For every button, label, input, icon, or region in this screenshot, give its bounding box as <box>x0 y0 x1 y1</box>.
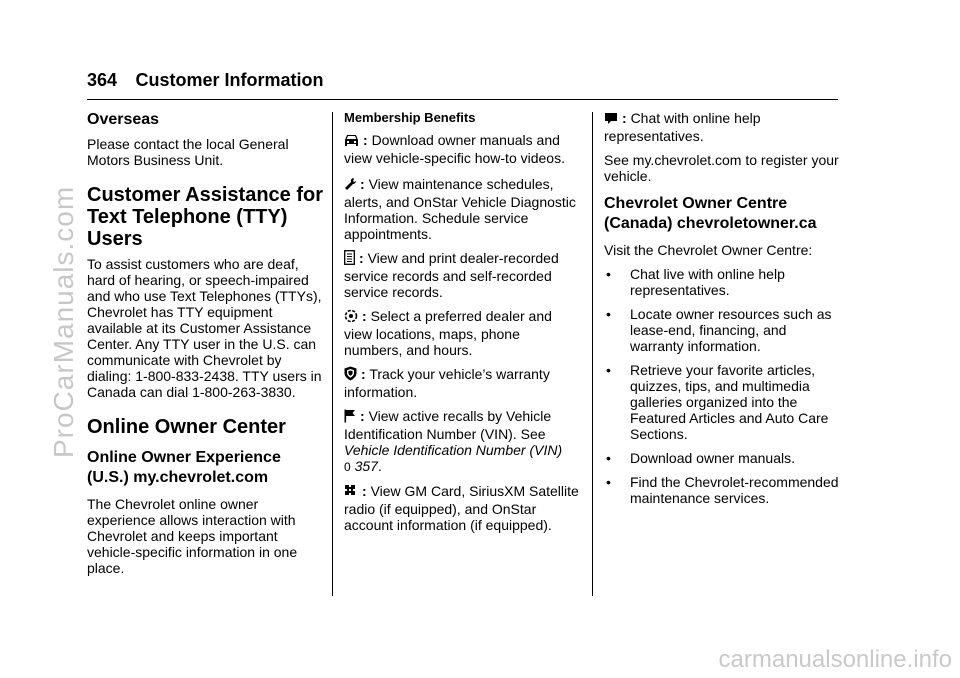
benefit-item-maintenance <box>344 176 580 242</box>
list-item: • Locate owner resources such as lease-end, financing, and warranty information. <box>606 306 832 354</box>
overseas-heading: Overseas <box>87 111 160 128</box>
vin-reference-link[interactable]: Vehicle Identification Number (VIN) <box>344 442 563 458</box>
page-title: Customer Information <box>135 70 324 90</box>
page-header <box>87 70 838 100</box>
tty-body: To assist customers who are deaf, hard of hearing, or speech-impaired and who use Text Telephones (TTYs), Chevrolet has TTY equipment available at its Customer Assistance Center. Any TTY user in the U.S. can communicate with Chevrolet by dialing: 1-800-833-2438. TTY users in Canada can dial 1-800-263-3830. <box>87 256 322 400</box>
benefit-text: Track your vehicle’s warranty information. <box>344 366 550 400</box>
bullet-dot: • <box>606 450 611 466</box>
benefit-colon: : <box>360 408 365 424</box>
bullet-dot: • <box>606 306 611 322</box>
chat-benefit <box>604 110 840 144</box>
tty-heading: Customer Assistance for Text Telephone (TTY) Users <box>87 184 323 250</box>
list-item: • Download owner manuals. <box>606 450 795 466</box>
shield-icon <box>344 366 357 384</box>
benefit-text: View maintenance schedules, alerts, and OnStar Vehicle Diagnostic Information. Schedule service appointments. <box>344 176 576 242</box>
benefit-text: Download owner manuals and view vehicle-specific how-to videos. <box>344 132 565 166</box>
bullet-dot: • <box>606 474 611 490</box>
list-item: • Retrieve your favorite articles, quizzes, tips, and multimedia galleries organized into the Featured Articles and Auto Care Sections. <box>606 362 829 442</box>
benefit-colon: : <box>359 250 364 266</box>
benefit-item-dealer <box>344 308 580 358</box>
location-icon <box>344 309 358 326</box>
flag-icon <box>344 409 356 426</box>
benefit-colon: : <box>362 483 367 499</box>
header-divider <box>87 99 838 100</box>
benefit-colon: : <box>363 132 368 148</box>
list-item: • Chat live with online help representatives. <box>606 266 785 298</box>
membership-benefits-heading: Membership Benefits <box>344 110 476 125</box>
reference-period: . <box>377 458 382 474</box>
puzzle-icon <box>344 484 358 501</box>
benefit-colon: : <box>361 366 366 382</box>
list-item: • Find the Chevrolet-recommended maintenance services. <box>606 474 839 506</box>
document-icon <box>344 250 355 268</box>
column-2 <box>344 110 580 533</box>
column-divider-1 <box>332 112 333 596</box>
canada-bullet-list <box>604 266 840 506</box>
benefit-colon: : <box>360 176 365 192</box>
footer-watermark: carmanualsonline.info <box>718 646 952 673</box>
chat-bubble-icon <box>604 112 618 128</box>
online-experience-body: The Chevrolet online owner experience allows interaction with Chevrolet and keeps important vehicle-specific information in one place. <box>87 496 298 576</box>
benefit-item-recalls <box>344 408 580 475</box>
benefit-colon: : <box>622 110 627 126</box>
register-text: See my.chevrolet.com to register your vehicle. <box>604 152 839 184</box>
benefit-item-warranty <box>344 366 580 400</box>
online-owner-heading: Online Owner Center <box>87 416 286 438</box>
vin-page-reference[interactable]: 357 <box>354 458 378 474</box>
side-watermark: ProCarManuals.com <box>48 185 79 458</box>
column-divider-2 <box>592 112 593 596</box>
benefit-item-manuals <box>344 132 580 166</box>
benefit-colon: : <box>362 308 367 324</box>
benefit-text: View and print dealer-recorded service records and self-recorded service records. <box>344 250 559 300</box>
column-1 <box>87 110 323 576</box>
benefit-item-accounts <box>344 483 580 533</box>
car-icon <box>344 134 359 150</box>
benefit-text: View active recalls by Vehicle Identification Number (VIN). See <box>344 408 552 442</box>
wrench-icon <box>344 177 356 194</box>
chat-text: Chat with online help representatives. <box>604 110 761 144</box>
overseas-body: Please contact the local General Motors Business Unit. <box>87 136 289 168</box>
benefit-text: Select a preferred dealer and view locations, maps, phone numbers, and hours. <box>344 308 552 358</box>
canada-heading: Chevrolet Owner Centre (Canada) chevroletowner.ca <box>604 195 817 232</box>
canada-intro: Visit the Chevrolet Owner Centre: <box>604 242 813 258</box>
page-ref-arrow-icon: 0 <box>344 460 351 474</box>
bullet-dot: • <box>606 362 611 378</box>
benefit-text: View GM Card, SiriusXM Satellite radio (if equipped), and OnStar account information (if equipped). <box>344 483 579 533</box>
bullet-dot: • <box>606 266 611 282</box>
column-3 <box>604 110 840 506</box>
benefit-item-records <box>344 250 580 300</box>
page-number: 364 <box>87 70 118 90</box>
online-experience-heading: Online Owner Experience (U.S.) my.chevrolet.com <box>87 449 281 486</box>
